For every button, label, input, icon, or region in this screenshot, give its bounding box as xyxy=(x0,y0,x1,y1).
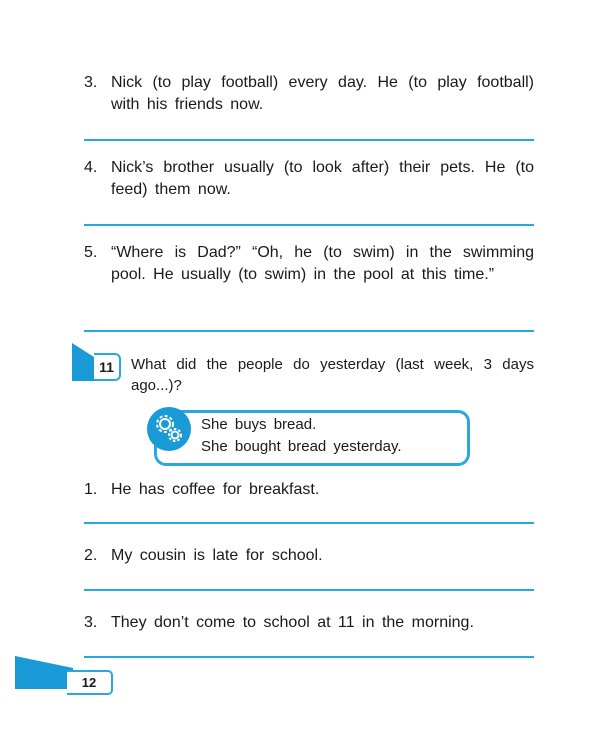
answer-line[interactable] xyxy=(84,224,534,226)
item-number: 4. xyxy=(84,159,98,176)
example-line-1: She buys bread. xyxy=(201,416,317,433)
example-line-2: She bought bread yesterday. xyxy=(201,438,402,455)
item-text: “Where is Dad?” “Oh, he (to swim) in the swimming pool. He usually (to swim) in the pool at this time.” xyxy=(111,244,534,283)
exercise-instruction: What did the people do yesterday (last week, 3 days ago...)? xyxy=(131,356,534,394)
sentence-item xyxy=(84,72,534,116)
exercise-number-badge: 11 xyxy=(94,353,121,381)
sentence-item xyxy=(84,479,534,501)
answer-line[interactable] xyxy=(84,589,534,591)
sentence-item xyxy=(84,157,534,201)
item-number: 3. xyxy=(84,614,98,631)
sentence-item xyxy=(84,612,534,634)
item-text: They don’t come to school at 11 in the morning. xyxy=(111,614,474,631)
item-number: 3. xyxy=(84,74,98,91)
item-text: Nick (to play football) every day. He (to play football) with his friends now. xyxy=(111,74,534,113)
page-tab xyxy=(15,656,73,689)
item-number: 5. xyxy=(84,244,98,261)
answer-line[interactable] xyxy=(84,330,534,332)
item-text: My cousin is late for school. xyxy=(111,547,323,564)
sentence-item xyxy=(84,242,534,308)
answer-line[interactable] xyxy=(84,522,534,524)
item-text: Nick’s brother usually (to look after) their pets. He (to feed) them now. xyxy=(111,159,534,198)
sentence-item xyxy=(84,545,534,567)
page-number: 12 xyxy=(67,670,113,695)
gears-icon xyxy=(147,407,191,451)
exercise-tab xyxy=(72,343,94,381)
item-number: 2. xyxy=(84,547,98,564)
item-number: 1. xyxy=(84,481,98,498)
answer-line[interactable] xyxy=(84,656,534,658)
item-text: He has coffee for breakfast. xyxy=(111,481,320,498)
answer-line[interactable] xyxy=(84,139,534,141)
